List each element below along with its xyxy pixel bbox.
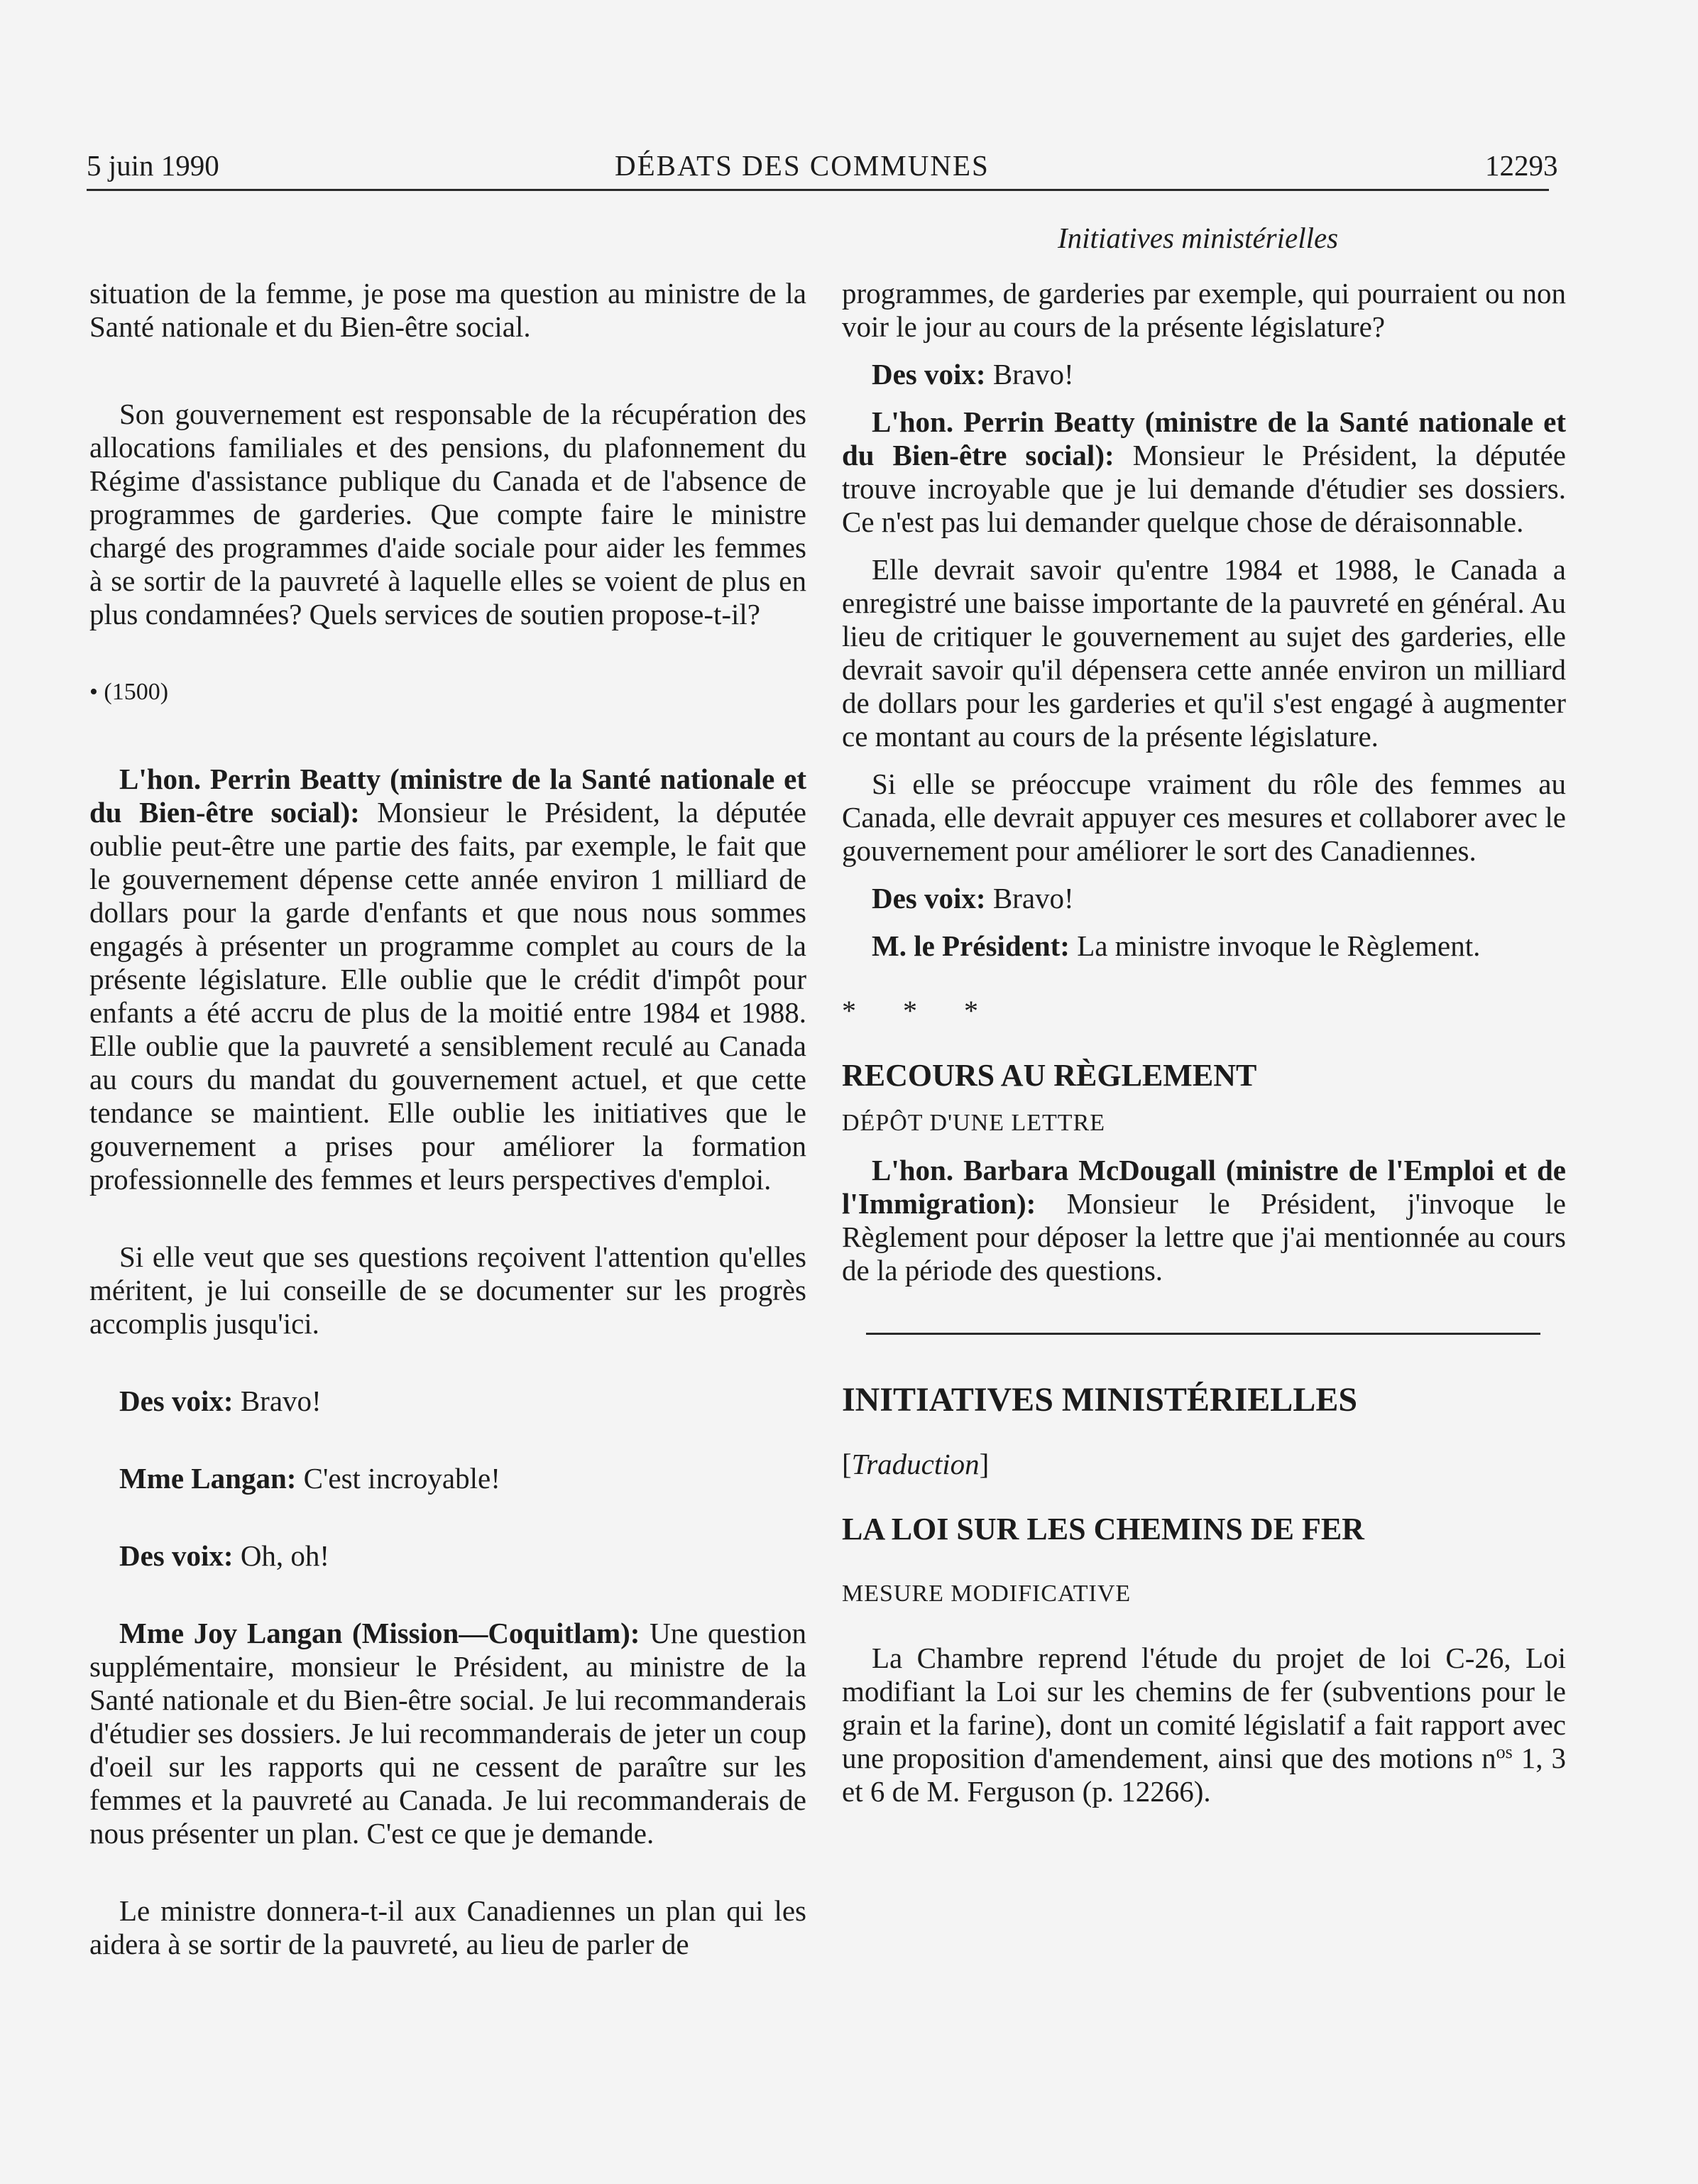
paragraph: Si elle veut que ses questions reçoivent l'attention qu'elles méritent, je lui conseille de se documenter sur les progrès accomplis jusqu'ici. xyxy=(89,1240,806,1340)
header-rule xyxy=(87,189,1549,191)
speaker-name: Mme Joy Langan (Mission—Coquitlam): xyxy=(119,1617,640,1649)
left-column xyxy=(89,277,806,1961)
speech-paragraph xyxy=(842,405,1566,539)
translation-label: Traduction xyxy=(851,1448,980,1480)
section-rule xyxy=(866,1333,1540,1335)
paragraph-text: La Chambre reprend l'étude du projet de loi C-26, Loi modifiant la Loi sur les chemins de fer (subventions pour le grain et la farine), dont un comité législatif a fait rapport avec une proposition d'amendement, ainsi que des motions n xyxy=(842,1642,1566,1774)
speech-paragraph xyxy=(89,1539,806,1573)
speech-text: C'est incroyable! xyxy=(296,1462,500,1495)
bracket-open: [ xyxy=(842,1448,852,1480)
paragraph-text-end: 1, 3 et 6 de M. Ferguson (p. 12266). xyxy=(842,1742,1567,1808)
speech-text: Bravo! xyxy=(985,882,1074,914)
paragraph: programmes, de garderies par exemple, qui pourraient ou non voir le jour au cours de la présente législature? xyxy=(842,277,1566,343)
header-page-number: 12293 xyxy=(1485,149,1558,182)
speaker-name: Des voix: xyxy=(119,1385,234,1417)
translation-note xyxy=(842,1448,1566,1481)
speaker-name: M. le Président: xyxy=(872,929,1070,962)
speech-paragraph xyxy=(89,1617,806,1850)
paragraph: Si elle se préoccupe vraiment du rôle des femmes au Canada, elle devrait appuyer ces mesures et collaborer avec le gouvernement pour améliorer le sort des Canadiennes. xyxy=(842,768,1566,867)
subheading-mesure-modificative: MESURE MODIFICATIVE xyxy=(842,1580,1132,1607)
speech-paragraph xyxy=(89,1385,806,1418)
paragraph xyxy=(842,1642,1566,1808)
speech-text: Bravo! xyxy=(233,1385,322,1417)
paragraph: situation de la femme, je pose ma question au ministre de la Santé nationale et du Bien-être social. xyxy=(89,277,806,343)
speaker-name: L'hon. Barbara McDougall (ministre de l'Emploi et de l'Immigration): xyxy=(842,1154,1566,1220)
speech-text: Oh, oh! xyxy=(233,1539,330,1572)
right-column xyxy=(842,277,1566,1808)
speaker-name: Des voix: xyxy=(872,358,986,391)
heading-recours-au-reglement: RECOURS AU RÈGLEMENT xyxy=(842,1058,1257,1093)
header-date: 5 juin 1990 xyxy=(87,149,219,182)
speech-text: La ministre invoque le Règlement. xyxy=(1069,929,1481,962)
speaker-name: L'hon. Perrin Beatty (ministre de la Santé nationale et du Bien-être social): xyxy=(89,763,806,829)
section-title: Initiatives ministérielles xyxy=(1058,222,1339,254)
speech-paragraph xyxy=(89,1462,806,1495)
section-separator-stars: * * * xyxy=(842,995,998,1027)
speaker-name: Mme Langan: xyxy=(119,1462,297,1495)
speech-paragraph xyxy=(842,1154,1566,1287)
speaker-name: Des voix: xyxy=(872,882,986,914)
speech-text: Monsieur le Président, j'invoque le Règlement pour déposer la lettre que j'ai mentionnée au cours de la période des questions. xyxy=(842,1187,1566,1287)
speech-text: Une question supplémentaire, monsieur le Président, au ministre de la Santé nationale et du Bien-être social. Je lui recommanderais d'étudier ses dossiers. Je lui recommanderais de jeter un coup d'oeil sur les rapports qui ne cessent de paraître sur les femmes et la pauvreté au Canada. Je lui recommanderais de nous présenter un plan. C'est ce que je demande. xyxy=(89,1617,806,1850)
speech-paragraph xyxy=(842,358,1566,391)
speech-text: Monsieur le Président, la députée trouve incroyable que je lui demande d'étudier ses dossiers. Ce n'est pas lui demander quelque chose de déraisonnable. xyxy=(842,439,1567,538)
paragraph: Son gouvernement est responsable de la récupération des allocations familiales et des pensions, du plafonnement du Régime d'assistance publique du Canada et de l'absence de programmes de garderies. Que compte faire le ministre chargé des programmes d'aide sociale pour aider les femmes à se sortir de la pauvreté à laquelle elles se voient de plus en plus condamnées? Quels services de soutien propose-t-il? xyxy=(89,398,806,630)
speech-paragraph xyxy=(89,763,806,1196)
speech-text: Bravo! xyxy=(985,358,1074,391)
speech-text: Monsieur le Président, la députée oublie peut-être une partie des faits, par exemple, le fait que le gouvernement dépense cette année environ 1 milliard de dollars pour la garde d'enfants et que nous nous sommes engagés à présenter un programme complet au cours de la présente législature. Elle oublie que le crédit d'impôt pour enfants a été accru de plus de la moitié entre 1984 et 1988. Elle oublie que la pauvreté a sensiblement reculé au Canada au cours du mandat du gouvernement actuel, et que cette tendance se maintient. Elle oublie les initiatives que le gouvernement a prises pour améliorer la formation professionnelle des femmes et leurs perspectives d'emploi. xyxy=(89,796,807,1196)
speaker-name: L'hon. Perrin Beatty (ministre de la Santé nationale et du Bien-être social): xyxy=(842,405,1566,471)
bracket-close: ] xyxy=(979,1448,990,1480)
subheading-depot-lettre: DÉPÔT D'UNE LETTRE xyxy=(842,1110,1106,1136)
paragraph: Elle devrait savoir qu'entre 1984 et 1988, le Canada a enregistré une baisse importante de la pauvreté en général. Au lieu de critiquer le gouvernement au sujet des garderies, elle devrait savoir qu'il dépensera cette année environ un milliard de dollars pour les garderies et qu'il s'est engagé à augmenter ce montant au cours de la présente législature. xyxy=(842,553,1566,753)
heading-initiatives-ministerielles: INITIATIVES MINISTÉRIELLES xyxy=(842,1381,1358,1419)
heading-loi-chemins-de-fer: LA LOI SUR LES CHEMINS DE FER xyxy=(842,1512,1364,1546)
paragraph: Le ministre donnera-t-il aux Canadiennes un plan qui les aidera à se sortir de la pauvreté, au lieu de parler de xyxy=(89,1894,806,1960)
superscript: os xyxy=(1496,1742,1513,1762)
speech-paragraph xyxy=(842,882,1566,915)
speaker-name: Des voix: xyxy=(119,1539,234,1572)
time-marker: • (1500) xyxy=(89,679,169,705)
header-title: DÉBATS DES COMMUNES xyxy=(615,149,990,182)
speech-paragraph xyxy=(842,929,1566,963)
